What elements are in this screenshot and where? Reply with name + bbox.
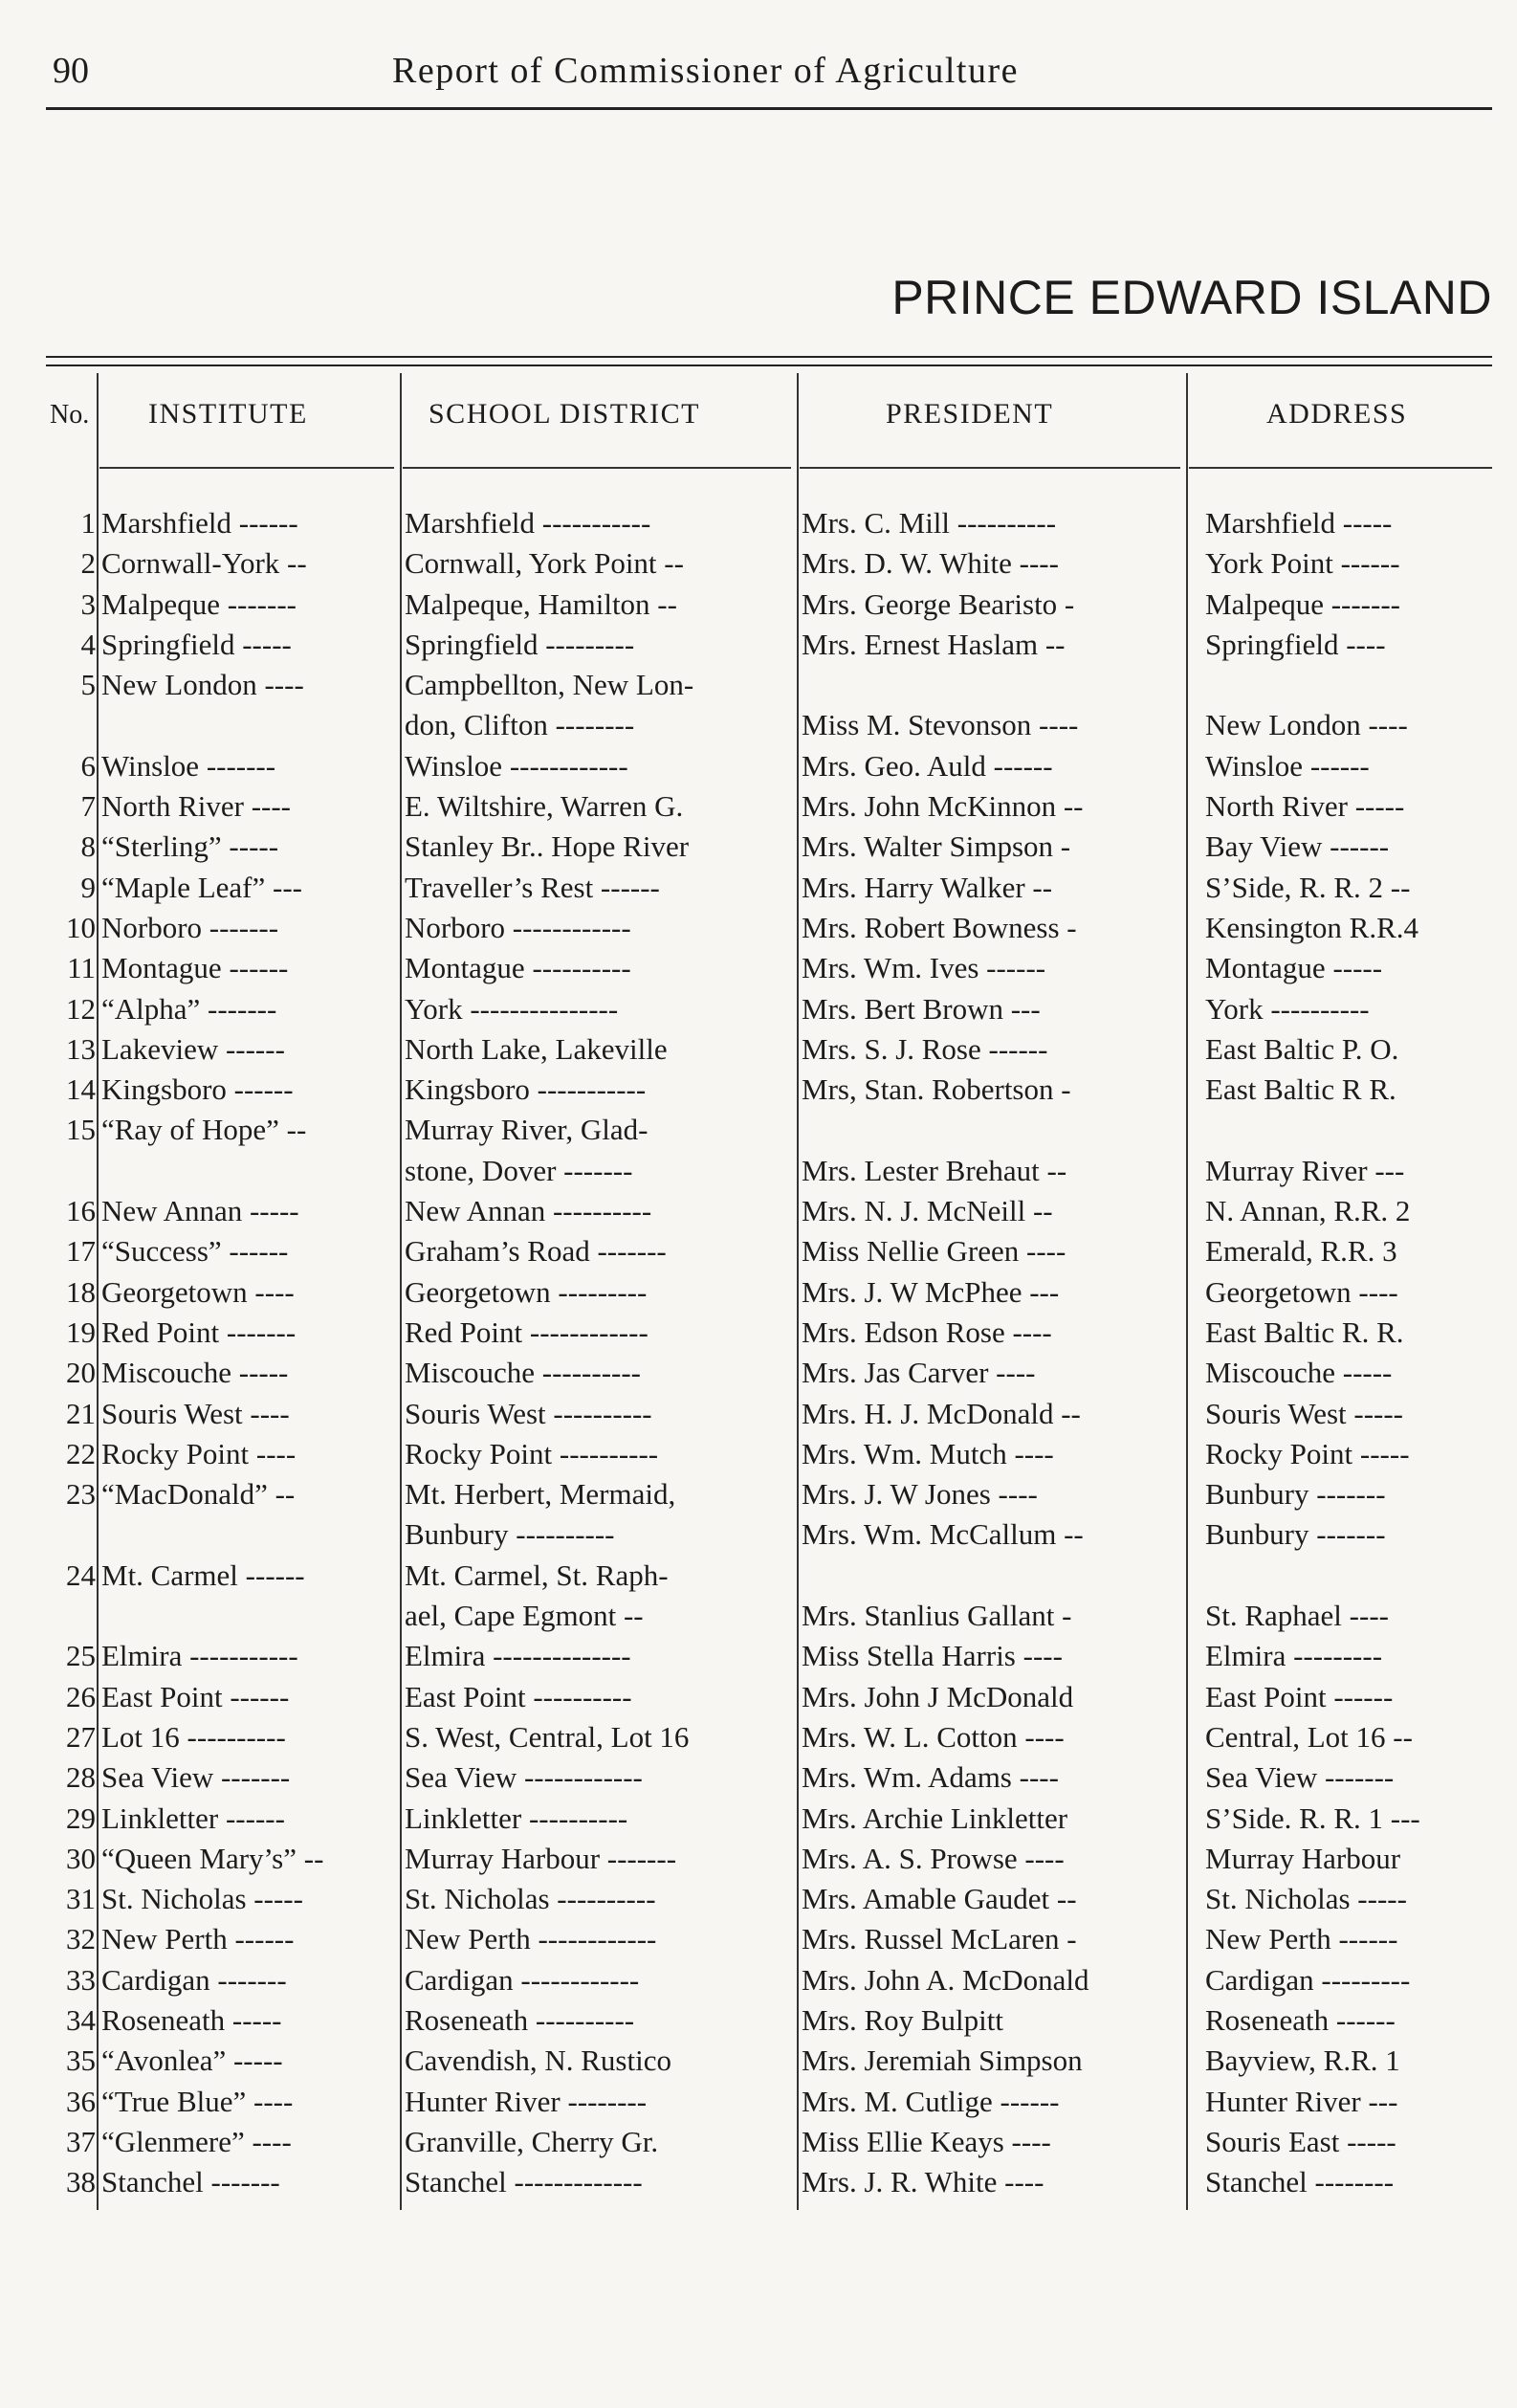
title-rule xyxy=(46,356,1492,358)
table-row xyxy=(46,989,1492,1029)
school-district-cell: Cardigan ------------ xyxy=(405,1962,640,1997)
address-cell: S’Side, R. R. 2 -- xyxy=(1205,870,1411,904)
address-cell: Central, Lot 16 -- xyxy=(1205,1719,1413,1754)
school-district-cell: Malpeque, Hamilton -- xyxy=(405,586,677,621)
address-cell: Bayview, R.R. 1 xyxy=(1205,2043,1400,2078)
table-row xyxy=(46,585,1492,625)
address-cell: Kensington R.R.4 xyxy=(1205,910,1419,944)
table-row xyxy=(46,868,1492,908)
institute-cell: “Alpha” ------- xyxy=(101,991,277,1026)
school-district-cell: New Perth ------------ xyxy=(405,1922,657,1956)
address-cell: East Baltic R R. xyxy=(1205,1072,1396,1107)
institute-cell: Mt. Carmel ------ xyxy=(101,1557,305,1592)
institute-cell: “Maple Leaf” --- xyxy=(101,870,302,904)
school-district-cell: Bunbury ---------- xyxy=(405,1517,615,1552)
president-cell: Mrs. J. W McPhee --- xyxy=(802,1274,1060,1309)
institute-cell: Cardigan ------- xyxy=(101,1962,287,1997)
row-number: 13 xyxy=(66,1031,96,1066)
president-cell: Mrs. Archie Linkletter xyxy=(802,1800,1068,1835)
institute-cell: “Success” ------ xyxy=(101,1234,289,1269)
table-row xyxy=(46,705,1492,745)
school-district-cell: ael, Cape Egmont -- xyxy=(405,1599,644,1633)
president-cell: Mrs. Ernest Haslam -- xyxy=(802,627,1066,661)
table-row xyxy=(46,1029,1492,1070)
table-row xyxy=(46,503,1492,543)
row-number: 23 xyxy=(66,1477,96,1512)
address-cell: Hunter River --- xyxy=(1205,2084,1398,2118)
row-number: 29 xyxy=(66,1800,96,1835)
row-number: 33 xyxy=(66,1962,96,1997)
row-number: 37 xyxy=(66,2124,96,2158)
row-number: 10 xyxy=(66,910,96,944)
school-district-cell: Marshfield ----------- xyxy=(405,506,651,540)
school-district-cell: Kingsboro ----------- xyxy=(405,1072,647,1107)
row-number: 30 xyxy=(66,1841,96,1875)
column-header-no: No. xyxy=(50,400,90,430)
address-cell: New London ---- xyxy=(1205,708,1408,742)
school-district-cell: York --------------- xyxy=(405,991,619,1026)
institute-cell: New Perth ------ xyxy=(101,1922,295,1956)
row-number: 11 xyxy=(67,951,96,985)
school-district-cell: Mt. Carmel, St. Raph- xyxy=(405,1557,669,1592)
school-district-cell: Miscouche ---------- xyxy=(405,1356,642,1390)
table-row xyxy=(46,746,1492,786)
institute-cell: Roseneath ----- xyxy=(101,2002,282,2037)
president-cell: Mrs. Harry Walker -- xyxy=(802,870,1053,904)
table-row xyxy=(46,1272,1492,1313)
address-cell: Cardigan --------- xyxy=(1205,1962,1411,1997)
institute-cell: Red Point ------- xyxy=(101,1314,297,1349)
president-cell: Mrs. Russel McLaren - xyxy=(802,1922,1077,1956)
row-number: 24 xyxy=(66,1557,96,1592)
address-cell: North River ----- xyxy=(1205,789,1405,824)
table-row xyxy=(46,908,1492,948)
column-header-institute: INSTITUTE xyxy=(148,398,308,430)
table-row xyxy=(46,2082,1492,2122)
school-district-cell: Rocky Point ---------- xyxy=(405,1436,659,1470)
address-cell: Rocky Point ----- xyxy=(1205,1436,1410,1470)
president-cell: Mrs. D. W. White ---- xyxy=(802,546,1059,581)
president-cell: Mrs. Walter Simpson - xyxy=(802,829,1071,864)
table-row xyxy=(46,665,1492,705)
address-cell: New Perth ------ xyxy=(1205,1922,1398,1956)
address-cell: Emerald, R.R. 3 xyxy=(1205,1234,1397,1269)
institute-cell: “Ray of Hope” -- xyxy=(101,1113,307,1147)
school-district-cell: Norboro ------------ xyxy=(405,910,631,944)
address-cell: East Baltic P. O. xyxy=(1205,1031,1399,1066)
section-title: PRINCE EDWARD ISLAND xyxy=(891,271,1492,324)
table-row xyxy=(46,625,1492,665)
table-row xyxy=(46,2000,1492,2041)
address-cell: Marshfield ----- xyxy=(1205,506,1393,540)
institute-cell: Stanchel ------- xyxy=(101,2165,280,2199)
address-cell: Bunbury ------- xyxy=(1205,1517,1386,1552)
school-district-cell: Elmira -------------- xyxy=(405,1639,631,1673)
institute-cell: Lot 16 ---------- xyxy=(101,1719,286,1754)
table-row xyxy=(46,1799,1492,1839)
table-row xyxy=(46,1919,1492,1959)
institute-cell: “Sterling” ----- xyxy=(101,829,279,864)
institute-cell: Montague ------ xyxy=(101,951,289,985)
school-district-cell: New Annan ---------- xyxy=(405,1194,652,1228)
president-cell: Mrs. M. Cutlige ------ xyxy=(802,2084,1060,2118)
address-cell: St. Raphael ---- xyxy=(1205,1599,1389,1633)
row-number: 22 xyxy=(66,1436,96,1470)
school-district-cell: Linkletter ---------- xyxy=(405,1800,628,1835)
row-number: 28 xyxy=(66,1760,96,1795)
row-number: 20 xyxy=(66,1356,96,1390)
school-district-cell: Sea View ------------ xyxy=(405,1760,643,1795)
running-head: Report of Commissioner of Agriculture xyxy=(392,51,1019,91)
address-cell: East Baltic R. R. xyxy=(1205,1314,1404,1349)
header-underline xyxy=(800,467,1180,469)
row-number: 8 xyxy=(80,829,96,864)
row-number: 31 xyxy=(66,1882,96,1916)
president-cell: Mrs. J. R. White ---- xyxy=(802,2165,1044,2199)
table-row xyxy=(46,786,1492,827)
table-row xyxy=(46,2041,1492,2081)
table-row xyxy=(46,2162,1492,2202)
table-row xyxy=(46,1353,1492,1393)
table-row xyxy=(46,1474,1492,1514)
table-row xyxy=(46,827,1492,867)
school-district-cell: Red Point ------------ xyxy=(405,1314,649,1349)
table-row xyxy=(46,1313,1492,1353)
institute-cell: East Point ------ xyxy=(101,1679,290,1713)
institute-cell: Rocky Point ---- xyxy=(101,1436,297,1470)
table-row xyxy=(46,1879,1492,1919)
address-cell: Winsloe ------ xyxy=(1205,748,1370,783)
school-district-cell: Murray Harbour ------- xyxy=(405,1841,677,1875)
school-district-cell: Stanchel ------------- xyxy=(405,2165,643,2199)
address-cell: N. Annan, R.R. 2 xyxy=(1205,1194,1411,1228)
address-cell: East Point ------ xyxy=(1205,1679,1394,1713)
president-cell: Mrs. C. Mill ---------- xyxy=(802,506,1057,540)
school-district-cell: Souris West ---------- xyxy=(405,1396,652,1430)
president-cell: Mrs. N. J. McNeill -- xyxy=(802,1194,1053,1228)
header-underline xyxy=(403,467,791,469)
president-cell: Mrs. Stanlius Gallant - xyxy=(802,1599,1072,1633)
row-number: 35 xyxy=(66,2043,96,2078)
institute-cell: New London ---- xyxy=(101,668,304,702)
institute-cell: Norboro ------- xyxy=(101,910,279,944)
row-number: 2 xyxy=(80,546,96,581)
table-row xyxy=(46,1434,1492,1474)
table-row xyxy=(46,1757,1492,1798)
school-district-cell: Hunter River -------- xyxy=(405,2084,648,2118)
address-cell: Montague ----- xyxy=(1205,951,1383,985)
president-cell: Miss M. Stevonson ---- xyxy=(802,708,1079,742)
table-row xyxy=(46,1110,1492,1150)
president-cell: Mrs. A. S. Prowse ---- xyxy=(802,1841,1065,1875)
school-district-cell: North Lake, Lakeville xyxy=(405,1031,668,1066)
president-cell: Mrs, Stan. Robertson - xyxy=(802,1072,1071,1107)
school-district-cell: Mt. Herbert, Mermaid, xyxy=(405,1477,676,1512)
table-row xyxy=(46,2122,1492,2162)
table-row xyxy=(46,1231,1492,1271)
address-cell: Sea View ------- xyxy=(1205,1760,1395,1795)
address-cell: Elmira --------- xyxy=(1205,1639,1383,1673)
school-district-cell: Campbellton, New Lon- xyxy=(405,668,694,702)
header-rule xyxy=(46,107,1492,110)
school-district-cell: stone, Dover ------- xyxy=(405,1153,633,1187)
school-district-cell: Traveller’s Rest ------ xyxy=(405,870,660,904)
row-number: 9 xyxy=(80,870,96,904)
row-number: 18 xyxy=(66,1274,96,1309)
institute-cell: North River ---- xyxy=(101,789,291,824)
president-cell: Mrs. H. J. McDonald -- xyxy=(802,1396,1081,1430)
president-cell: Mrs. Roy Bulpitt xyxy=(802,2002,1004,2037)
address-cell: Springfield ---- xyxy=(1205,627,1386,661)
address-cell: Murray Harbour xyxy=(1205,1841,1401,1875)
school-district-cell: St. Nicholas ---------- xyxy=(405,1882,656,1916)
table-row xyxy=(46,1191,1492,1231)
institute-cell: “MacDonald” -- xyxy=(101,1477,296,1512)
institute-cell: Kingsboro ------ xyxy=(101,1072,294,1107)
president-cell: Mrs. John J McDonald xyxy=(802,1679,1074,1713)
header-underline xyxy=(1189,467,1492,469)
row-number: 26 xyxy=(66,1679,96,1713)
row-number: 36 xyxy=(66,2084,96,2118)
institute-cell: Georgetown ---- xyxy=(101,1274,295,1309)
school-district-cell: Cornwall, York Point -- xyxy=(405,546,684,581)
school-district-cell: Granville, Cherry Gr. xyxy=(405,2124,659,2158)
school-district-cell: Cavendish, N. Rustico xyxy=(405,2043,671,2078)
institute-cell: “Glenmere” ---- xyxy=(101,2124,292,2158)
column-header-president: PRESIDENT xyxy=(886,398,1054,430)
table-row xyxy=(46,543,1492,584)
address-cell: Bay View ------ xyxy=(1205,829,1390,864)
table-row xyxy=(46,1070,1492,1110)
president-cell: Mrs. Jeremiah Simpson xyxy=(802,2043,1083,2078)
president-cell: Mrs. Wm. Ives ------ xyxy=(802,951,1046,985)
row-number: 19 xyxy=(66,1314,96,1349)
row-number: 6 xyxy=(80,748,96,783)
table-row xyxy=(46,1596,1492,1636)
title-rule xyxy=(46,365,1492,366)
president-cell: Mrs. W. L. Cotton ---- xyxy=(802,1719,1065,1754)
school-district-cell: Graham’s Road ------- xyxy=(405,1234,667,1269)
address-cell: St. Nicholas ----- xyxy=(1205,1882,1407,1916)
table-row xyxy=(46,1394,1492,1434)
page-header xyxy=(53,50,1492,107)
row-number: 4 xyxy=(80,627,96,661)
row-number: 25 xyxy=(66,1639,96,1673)
row-number: 17 xyxy=(66,1234,96,1269)
institute-cell: Malpeque ------- xyxy=(101,586,297,621)
row-number: 12 xyxy=(66,991,96,1026)
row-number: 16 xyxy=(66,1194,96,1228)
institutes-table xyxy=(46,503,1492,2202)
school-district-cell: Montague ---------- xyxy=(405,951,631,985)
address-cell: York Point ------ xyxy=(1205,546,1400,581)
president-cell: Miss Nellie Green ---- xyxy=(802,1234,1066,1269)
president-cell: Mrs. Wm. Mutch ---- xyxy=(802,1436,1054,1470)
row-number: 21 xyxy=(66,1396,96,1430)
school-district-cell: Winsloe ------------ xyxy=(405,748,628,783)
address-cell: Malpeque ------- xyxy=(1205,586,1400,621)
row-number: 15 xyxy=(66,1113,96,1147)
president-cell: Mrs. Wm. McCallum -- xyxy=(802,1517,1084,1552)
institute-cell: St. Nicholas ----- xyxy=(101,1882,303,1916)
institute-cell: Miscouche ----- xyxy=(101,1356,289,1390)
institute-cell: New Annan ----- xyxy=(101,1194,299,1228)
president-cell: Mrs. Geo. Auld ------ xyxy=(802,748,1053,783)
address-cell: Miscouche ----- xyxy=(1205,1356,1393,1390)
president-cell: Mrs. Edson Rose ---- xyxy=(802,1314,1052,1349)
table-row xyxy=(46,948,1492,988)
address-cell: Roseneath ------ xyxy=(1205,2002,1396,2037)
president-cell: Mrs. John A. McDonald xyxy=(802,1962,1089,1997)
school-district-cell: East Point ---------- xyxy=(405,1679,632,1713)
row-number: 14 xyxy=(66,1072,96,1107)
address-cell: York ---------- xyxy=(1205,991,1370,1026)
president-cell: Mrs. John McKinnon -- xyxy=(802,789,1084,824)
president-cell: Mrs. Wm. Adams ---- xyxy=(802,1760,1059,1795)
president-cell: Mrs. Jas Carver ---- xyxy=(802,1356,1036,1390)
table-row xyxy=(46,1151,1492,1191)
row-number: 38 xyxy=(66,2165,96,2199)
school-district-cell: don, Clifton -------- xyxy=(405,708,635,742)
institute-cell: Marshfield ------ xyxy=(101,506,298,540)
row-number: 3 xyxy=(80,586,96,621)
table-row xyxy=(46,1677,1492,1717)
institute-cell: “True Blue” ---- xyxy=(101,2084,294,2118)
header-underline xyxy=(99,467,394,469)
row-number: 5 xyxy=(80,668,96,702)
address-cell: Souris East ----- xyxy=(1205,2124,1396,2158)
school-district-cell: Stanley Br.. Hope River xyxy=(405,829,690,864)
president-cell: Mrs. J. W Jones ---- xyxy=(802,1477,1038,1512)
table-row xyxy=(46,1717,1492,1757)
institute-cell: Lakeview ------ xyxy=(101,1031,285,1066)
institute-cell: Souris West ---- xyxy=(101,1396,290,1430)
institute-cell: Linkletter ------ xyxy=(101,1800,285,1835)
table-row xyxy=(46,1839,1492,1879)
school-district-cell: Roseneath ---------- xyxy=(405,2002,635,2037)
table-row xyxy=(46,1636,1492,1676)
table-row xyxy=(46,1514,1492,1555)
president-cell: Mrs. George Bearisto - xyxy=(802,586,1075,621)
school-district-cell: Springfield --------- xyxy=(405,627,635,661)
address-cell: Stanchel -------- xyxy=(1205,2165,1395,2199)
school-district-cell: Murray River, Glad- xyxy=(405,1113,649,1147)
institute-cell: Winsloe ------- xyxy=(101,748,276,783)
column-header-school-district: SCHOOL DISTRICT xyxy=(429,398,700,430)
table-row xyxy=(46,1960,1492,2000)
table-row xyxy=(46,1556,1492,1596)
school-district-cell: Georgetown --------- xyxy=(405,1274,648,1309)
institute-cell: Springfield ----- xyxy=(101,627,292,661)
president-cell: Miss Stella Harris ---- xyxy=(802,1639,1063,1673)
president-cell: Mrs. Bert Brown --- xyxy=(802,991,1041,1026)
institute-cell: Elmira ----------- xyxy=(101,1639,298,1673)
address-cell: Murray River --- xyxy=(1205,1153,1405,1187)
president-cell: Mrs. Amable Gaudet -- xyxy=(802,1882,1077,1916)
school-district-cell: E. Wiltshire, Warren G. xyxy=(405,789,684,824)
column-header-address: ADDRESS xyxy=(1266,398,1408,430)
address-cell: Bunbury ------- xyxy=(1205,1477,1386,1512)
page-number: 90 xyxy=(53,51,89,91)
row-number: 7 xyxy=(80,789,96,824)
address-cell: S’Side. R. R. 1 --- xyxy=(1205,1800,1420,1835)
institute-cell: “Queen Mary’s” -- xyxy=(101,1841,324,1875)
president-cell: Mrs. Robert Bowness - xyxy=(802,910,1077,944)
president-cell: Mrs. S. J. Rose ------ xyxy=(802,1031,1048,1066)
president-cell: Miss Ellie Keays ---- xyxy=(802,2124,1051,2158)
row-number: 34 xyxy=(66,2002,96,2037)
address-cell: Georgetown ---- xyxy=(1205,1274,1398,1309)
institute-cell: Sea View ------- xyxy=(101,1760,291,1795)
president-cell: Mrs. Lester Brehaut -- xyxy=(802,1153,1067,1187)
school-district-cell: S. West, Central, Lot 16 xyxy=(405,1719,690,1754)
row-number: 1 xyxy=(80,506,96,540)
institute-cell: “Avonlea” ----- xyxy=(101,2043,283,2078)
row-number: 32 xyxy=(66,1922,96,1956)
address-cell: Souris West ----- xyxy=(1205,1396,1404,1430)
row-number: 27 xyxy=(66,1719,96,1754)
institute-cell: Cornwall-York -- xyxy=(101,546,307,581)
